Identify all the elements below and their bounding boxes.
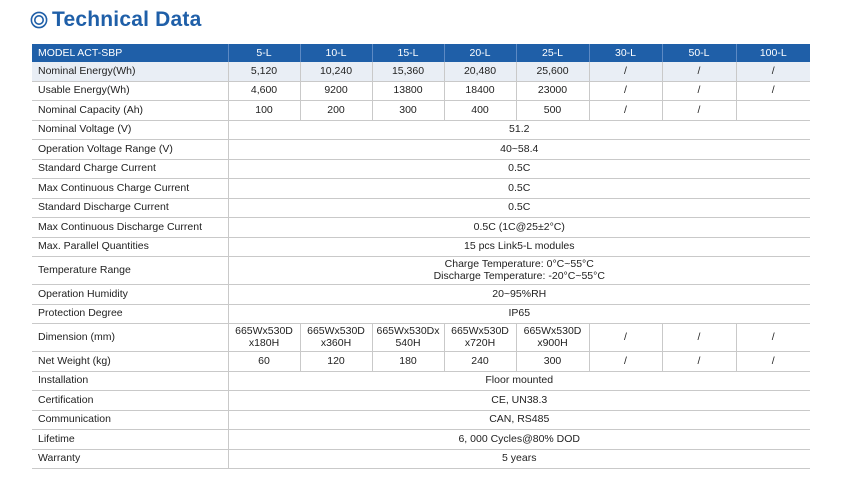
table-row	[32, 410, 810, 430]
table-row	[32, 159, 810, 179]
row-label: Lifetime	[32, 430, 228, 450]
table-row	[32, 81, 810, 101]
header-cell: 25-L	[516, 44, 589, 62]
spanned-cell: 15 pcs Link5-L modules	[228, 237, 810, 257]
table-cell: /	[589, 352, 662, 372]
table-cell: 400	[444, 101, 516, 121]
header-cell: 100-L	[736, 44, 810, 62]
table-cell: /	[662, 101, 736, 121]
table-cell: 60	[228, 352, 300, 372]
circle-icon	[30, 11, 48, 29]
spanned-cell: 0.5C	[228, 159, 810, 179]
table-cell: 20,480	[444, 62, 516, 81]
header-cell-model: MODEL ACT-SBP	[32, 44, 228, 62]
header-cell: 20-L	[444, 44, 516, 62]
technical-data-table	[32, 44, 810, 469]
spanned-cell: 40~58.4	[228, 140, 810, 160]
table-row	[32, 324, 810, 352]
spanned-cell	[228, 257, 810, 285]
table-row	[32, 101, 810, 121]
table-header-row	[32, 44, 810, 62]
table-row	[32, 371, 810, 391]
table-cell: 665Wx530Dx 540H	[372, 324, 444, 352]
row-label: Installation	[32, 371, 228, 391]
row-label: Warranty	[32, 449, 228, 469]
row-label: Standard Discharge Current	[32, 198, 228, 218]
table-cell: 500	[516, 101, 589, 121]
row-label: Max Continuous Charge Current	[32, 179, 228, 199]
spanned-cell: 0.5C (1C@25±2°C)	[228, 218, 810, 238]
row-label: Certification	[32, 391, 228, 411]
row-label: Protection Degree	[32, 304, 228, 324]
spanned-cell: Floor mounted	[228, 371, 810, 391]
table-row	[32, 179, 810, 199]
table-cell: 23000	[516, 81, 589, 101]
table-cell: 300	[516, 352, 589, 372]
table-cell: 120	[300, 352, 372, 372]
header-cell: 30-L	[589, 44, 662, 62]
row-label: Operation Humidity	[32, 285, 228, 305]
spanned-cell: 6, 000 Cycles@80% DOD	[228, 430, 810, 450]
page-title: Technical Data	[52, 8, 202, 31]
table-cell: /	[736, 62, 810, 81]
table-row	[32, 218, 810, 238]
table-row	[32, 257, 810, 285]
table-cell: 200	[300, 101, 372, 121]
table-cell: 13800	[372, 81, 444, 101]
table-cell: 10,240	[300, 62, 372, 81]
row-label: Operation Voltage Range (V)	[32, 140, 228, 160]
table-cell: 180	[372, 352, 444, 372]
spanned-cell: 0.5C	[228, 198, 810, 218]
row-label: Standard Charge Current	[32, 159, 228, 179]
table-row	[32, 140, 810, 160]
table-row	[32, 120, 810, 140]
table-cell: 665Wx530D x720H	[444, 324, 516, 352]
table-cell: 25,600	[516, 62, 589, 81]
row-label: Net Weight (kg)	[32, 352, 228, 372]
table-cell: 240	[444, 352, 516, 372]
row-label: Nominal Capacity (Ah)	[32, 101, 228, 121]
table-cell: /	[662, 352, 736, 372]
spanned-cell: IP65	[228, 304, 810, 324]
row-label: Nominal Energy(Wh)	[32, 62, 228, 81]
table-cell: 4,600	[228, 81, 300, 101]
spanned-cell: 51.2	[228, 120, 810, 140]
table-row	[32, 352, 810, 372]
table-row	[32, 62, 810, 81]
table-row	[32, 449, 810, 469]
header-cell: 50-L	[662, 44, 736, 62]
table-row	[32, 304, 810, 324]
section-title	[30, 6, 201, 34]
discharge-temperature-text: Discharge Temperature: -20°C~55°C	[433, 269, 605, 282]
header-cell: 10-L	[300, 44, 372, 62]
spanned-cell: 20~95%RH	[228, 285, 810, 305]
row-label: Usable Energy(Wh)	[32, 81, 228, 101]
table-row	[32, 198, 810, 218]
charge-temperature-text: Charge Temperature: 0°C~55°C	[444, 258, 594, 271]
table-row	[32, 430, 810, 450]
header-cell: 5-L	[228, 44, 300, 62]
row-label: Communication	[32, 410, 228, 430]
table-row	[32, 285, 810, 305]
spanned-cell: 0.5C	[228, 179, 810, 199]
table-cell: 665Wx530D x360H	[300, 324, 372, 352]
table-cell: 665Wx530D x900H	[516, 324, 589, 352]
table-cell	[736, 101, 810, 121]
table-row	[32, 391, 810, 411]
table-cell: 100	[228, 101, 300, 121]
table-cell: /	[589, 101, 662, 121]
table-cell: /	[589, 62, 662, 81]
table-cell: /	[662, 324, 736, 352]
table-cell: /	[736, 81, 810, 101]
table-cell: /	[662, 62, 736, 81]
table-cell: 300	[372, 101, 444, 121]
table-cell: /	[662, 81, 736, 101]
header-cell: 15-L	[372, 44, 444, 62]
table-row	[32, 237, 810, 257]
row-label: Dimension (mm)	[32, 324, 228, 352]
spanned-cell: 5 years	[228, 449, 810, 469]
row-label: Temperature Range	[32, 257, 228, 285]
table-cell: /	[589, 81, 662, 101]
table-cell: /	[736, 352, 810, 372]
table-cell: /	[589, 324, 662, 352]
row-label: Nominal Voltage (V)	[32, 120, 228, 140]
table-cell: /	[736, 324, 810, 352]
spanned-cell: CE, UN38.3	[228, 391, 810, 411]
table-cell: 665Wx530D x180H	[228, 324, 300, 352]
table-cell: 9200	[300, 81, 372, 101]
table-cell: 15,360	[372, 62, 444, 81]
table-cell: 5,120	[228, 62, 300, 81]
row-label: Max Continuous Discharge Current	[32, 218, 228, 238]
table-cell: 18400	[444, 81, 516, 101]
row-label: Max. Parallel Quantities	[32, 237, 228, 257]
spanned-cell: CAN, RS485	[228, 410, 810, 430]
